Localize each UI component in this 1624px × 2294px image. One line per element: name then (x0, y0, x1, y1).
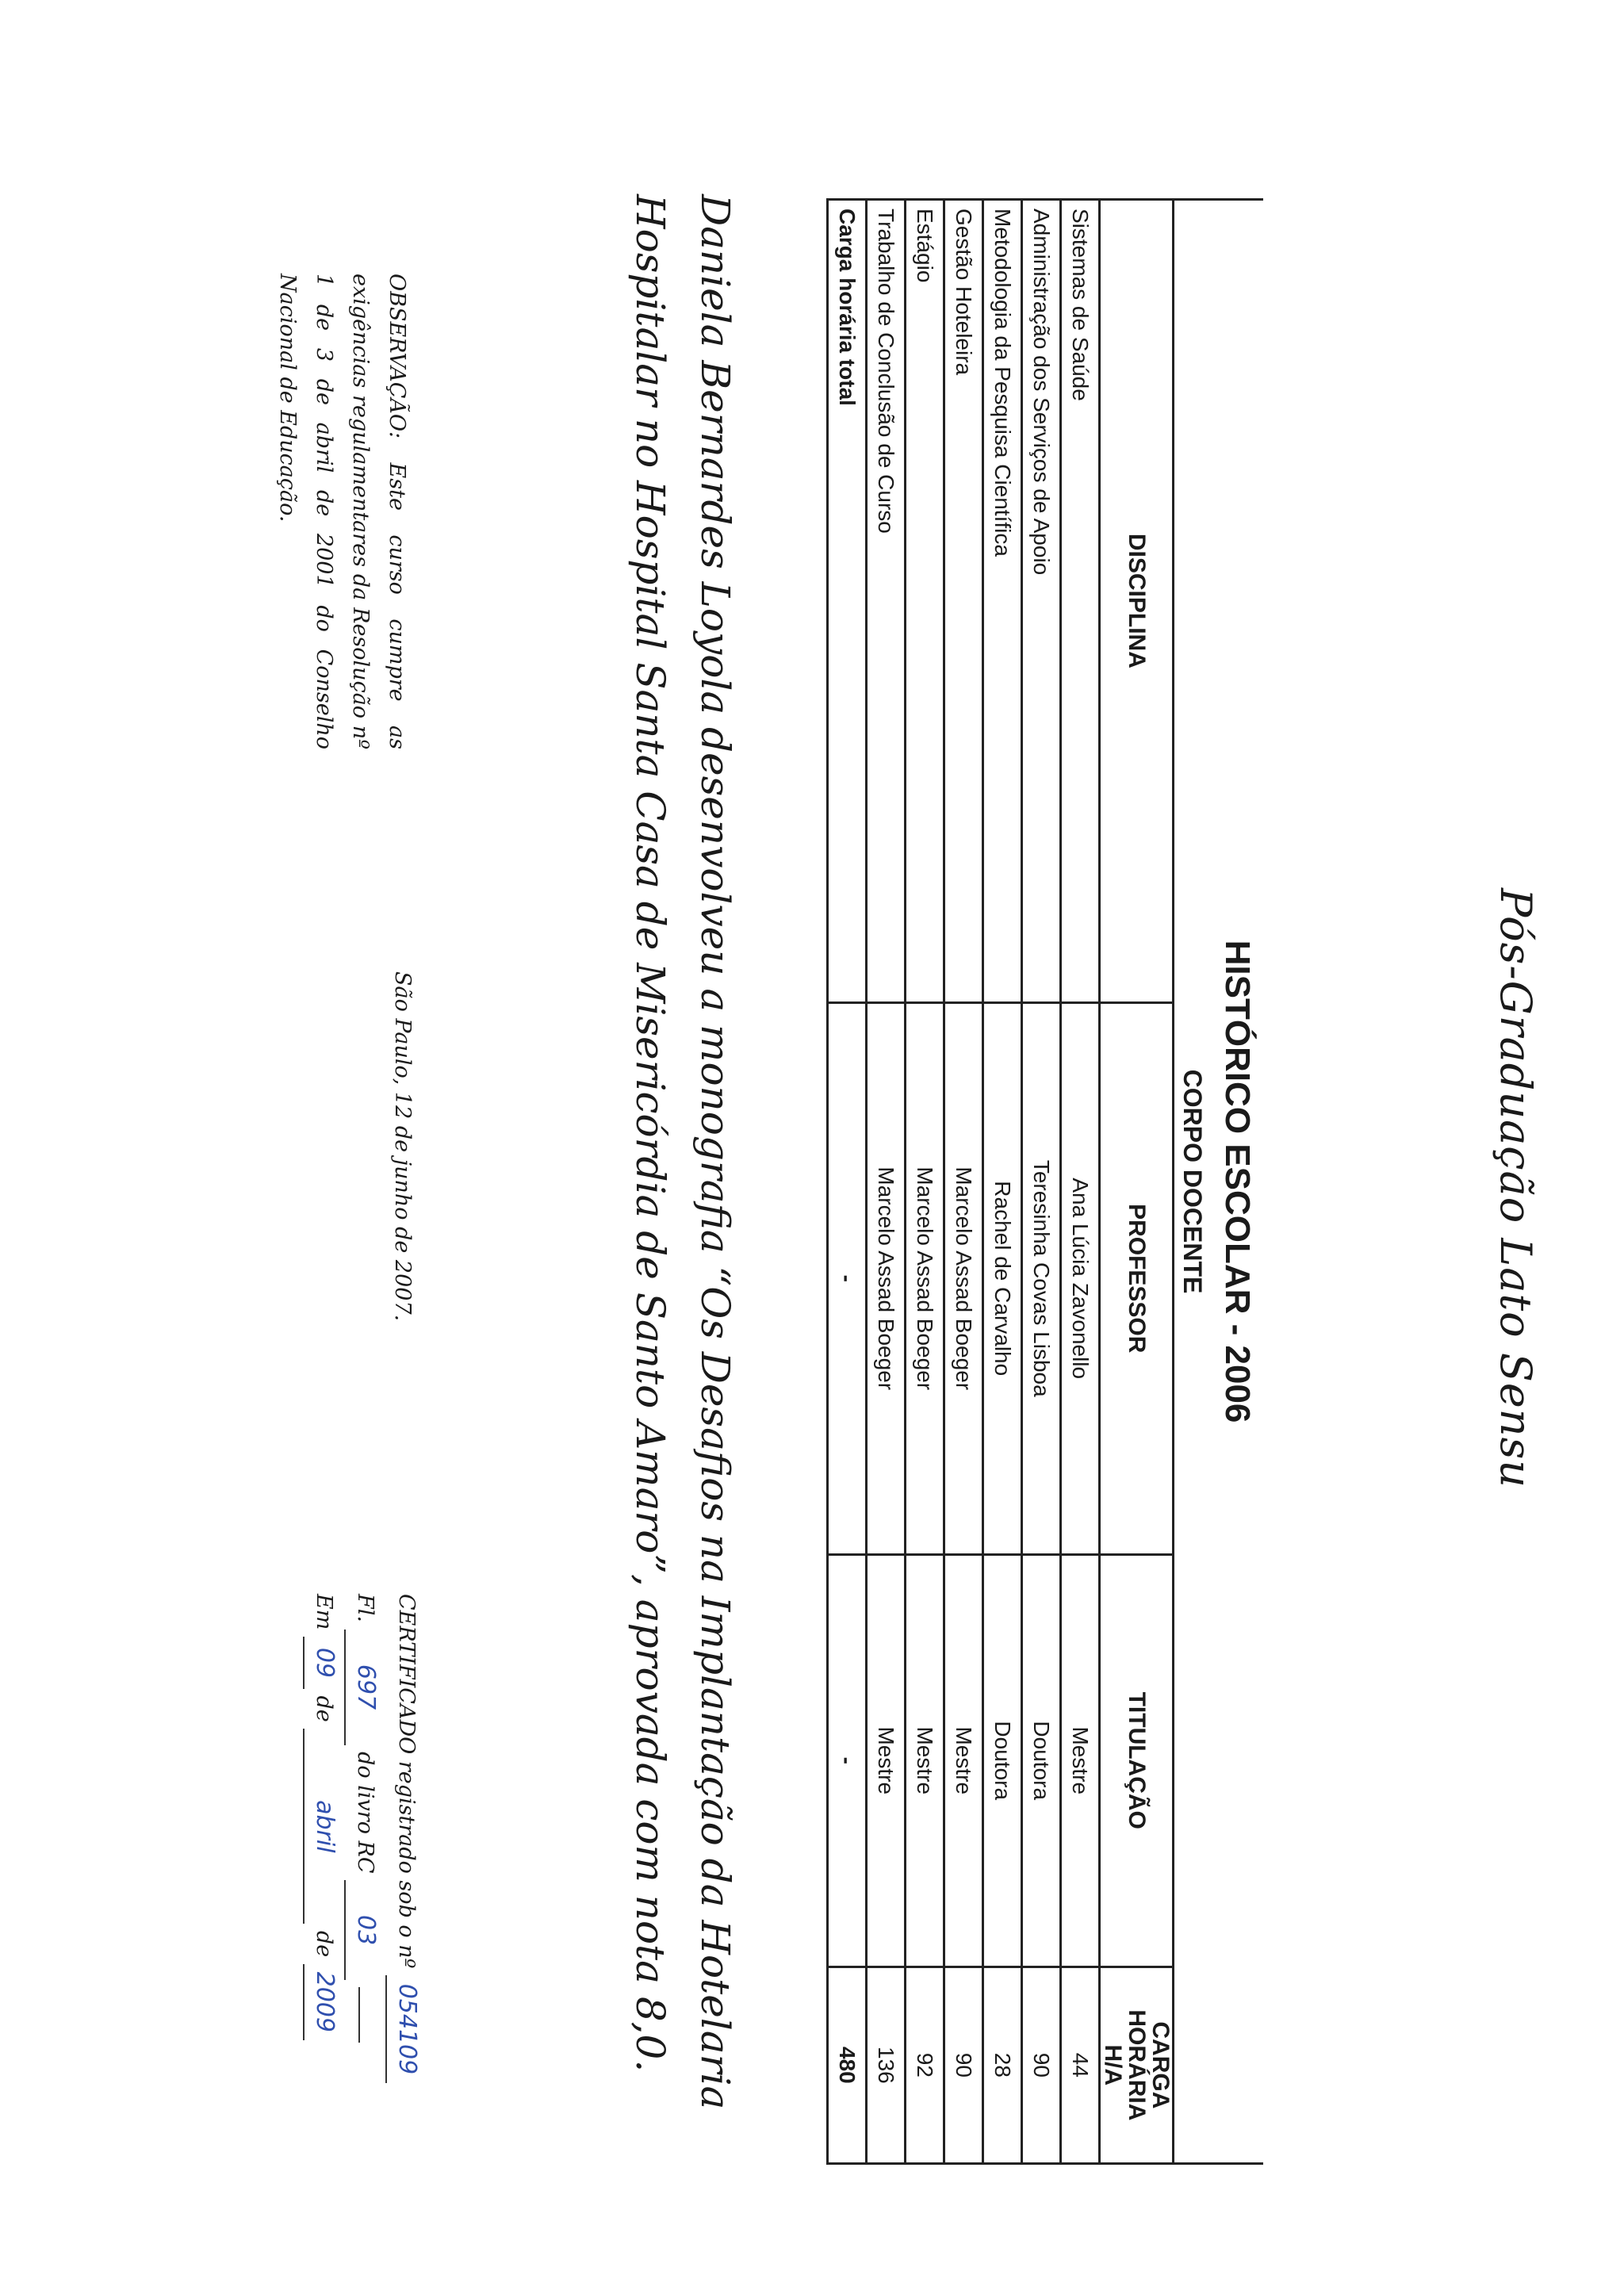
certificate-registration (303, 1594, 427, 2196)
title-cell: Mestre (906, 1554, 944, 1967)
book-number: 03 (344, 1880, 385, 1980)
table-title: HISTÓRICO ESCOLAR - 2006 (1211, 200, 1263, 2164)
certificate-number: 054109 (385, 1975, 427, 2083)
hours-cell: 136 (867, 1967, 906, 2163)
total-label: Carga horária total (828, 200, 867, 1003)
date-month: abril (303, 1729, 344, 1924)
table-row (906, 200, 944, 2164)
table-subtitle: CORPO DOCENTE (1174, 200, 1212, 2164)
book-prefix: do livro RC (353, 1752, 377, 1874)
professor-cell: Marcelo Assad Boeger (944, 1002, 983, 1554)
discipline-cell: Trabalho de Conclusão de Curso (867, 200, 906, 1003)
certificate-prefix: CERTIFICADO registrado sob o nº (394, 1594, 419, 1969)
table-row (944, 200, 983, 2164)
hours-header-line1: CARGA (1147, 2021, 1174, 2109)
hours-cell: 90 (1022, 1967, 1061, 2163)
title-cell: Mestre (867, 1554, 906, 1967)
discipline-cell: Estágio (906, 200, 944, 1003)
discipline-cell: Gestão Hoteleira (944, 200, 983, 1003)
certificate-line-date (303, 1594, 344, 2196)
title-cell: Doutora (983, 1554, 1022, 1967)
certificate-line-number (385, 1594, 427, 2196)
certificate-line-sheet (344, 1594, 385, 2196)
blank-line (358, 1987, 382, 2043)
table-row (983, 200, 1022, 2164)
professor-cell: Marcelo Assad Boeger (867, 1002, 906, 1554)
professor-cell: Marcelo Assad Boeger (906, 1002, 944, 1554)
discipline-cell: Administração dos Serviços de Apoio (1022, 200, 1061, 1003)
academic-record-table (826, 198, 1263, 2165)
professor-header: PROFESSOR (1100, 1002, 1174, 1554)
monograph-summary: Daniela Bernardes Loyola desenvolveu a monografia “Os Desafios na Implantação da Hotelaria Hospitalar no Hospital Santa Casa de Misericórdia de Santo Amaro”, aprovada com nota 8,0. (627, 194, 738, 2110)
hours-cell: 28 (983, 1967, 1022, 2163)
total-row (828, 200, 867, 2164)
professor-cell: Ana Lúcia Zavonello (1061, 1002, 1100, 1554)
professor-cell: Rachel de Carvalho (983, 1002, 1022, 1554)
title-cell: Doutora (1022, 1554, 1061, 1967)
discipline-header: DISCIPLINA (1100, 200, 1174, 1003)
total-hours-cell: 480 (828, 1967, 867, 2163)
total-professor-cell: - (828, 1002, 867, 1554)
date-de-1: de (312, 1695, 336, 1722)
hours-cell: 90 (944, 1967, 983, 2163)
title-cell: Mestre (944, 1554, 983, 1967)
table-row (867, 200, 906, 2164)
hours-cell: 44 (1061, 1967, 1100, 2163)
date-de-2: de (312, 1930, 336, 1958)
title-header: TITULAÇÃO (1100, 1554, 1174, 1967)
title-cell: Mestre (1061, 1554, 1100, 1967)
place-date: São Paulo, 12 de junho de 2007. (390, 971, 415, 1322)
table-row (1022, 200, 1061, 2164)
professor-cell: Teresinha Covas Lisboa (1022, 1002, 1061, 1554)
date-year: 2009 (303, 1964, 344, 2040)
table-row (1061, 200, 1100, 2164)
total-title-cell: - (828, 1554, 867, 1967)
hours-header-line3: H/A (1100, 2044, 1126, 2086)
hours-header-line2: HORÁRIA (1124, 2009, 1150, 2121)
hours-cell: 92 (906, 1967, 944, 2163)
date-prefix: Em (312, 1594, 336, 1630)
discipline-cell: Sistemas de Saúde (1061, 200, 1100, 1003)
sheet-number: 697 (344, 1630, 385, 1745)
date-day: 09 (303, 1637, 344, 1689)
observation-note: OBSERVAÇÃO: Este curso cumpre as exigências regulamentares da Resolução nº 1 de 3 de abril de 2001 do Conselho Nacional de Educação. (275, 274, 409, 749)
sheet-prefix: Fl. (353, 1594, 377, 1622)
page-title: Pós-Graduação Lato Sensu (1491, 888, 1541, 1489)
hours-header (1100, 1967, 1174, 2163)
discipline-cell: Metodologia da Pesquisa Científica (983, 200, 1022, 1003)
